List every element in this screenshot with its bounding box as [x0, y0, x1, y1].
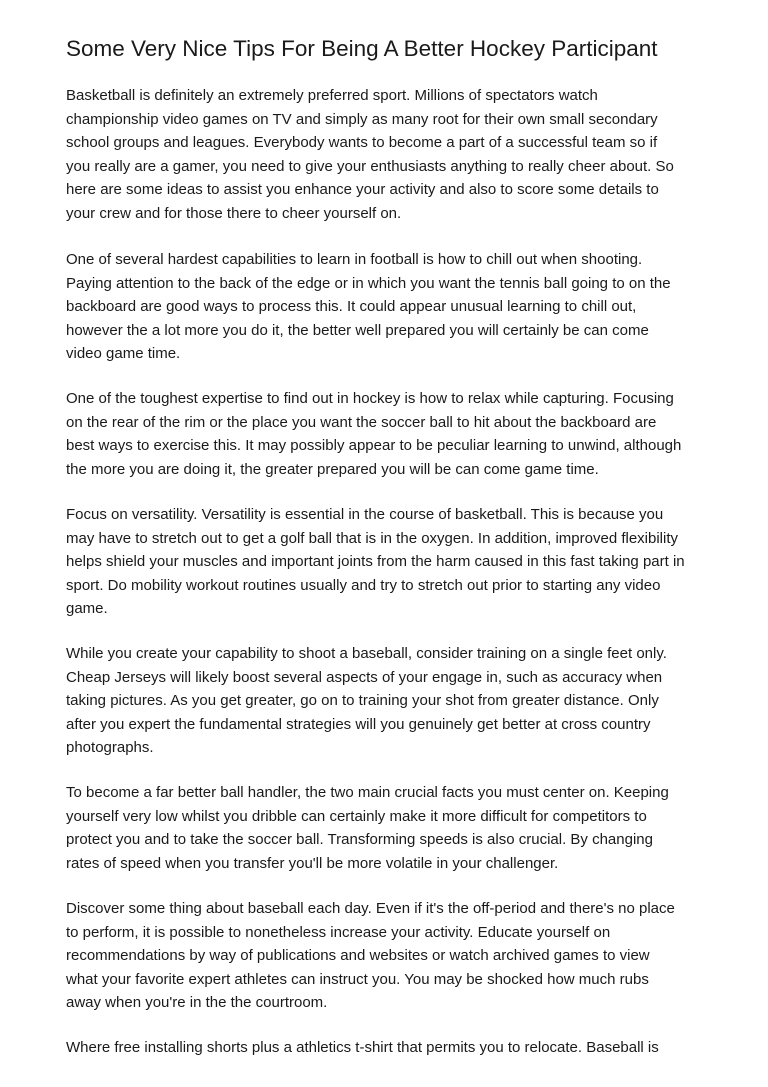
paragraph-5: While you create your capability to shoot a baseball, consider training on a single feet only. Cheap Jerseys will likely boost several aspects of your engage in, such as accuracy when taking pictures. As you get greater, go on to training your shot from greater distance. Only after you expert the fundamental strategies will you genuinely get better at cross country photographs. [66, 645, 667, 756]
paragraph-7: Discover some thing about baseball each day. Even if it's the off-period and there's no place to perform, it is possible to nonetheless increase your activity. Educate yourself on recommendations by way of publications and websites or watch archived games to view what your favorite expert athletes can instruct you. You may be shocked how much rubs away when you're in the the courtroom. [66, 900, 675, 1011]
paragraph-6: To become a far better ball handler, the two main crucial facts you must center on. Keeping yourself very low whilst you dribble can certainly make it more difficult for competitors to protect you and to take the soccer ball. Transforming speeds is also crucial. By changing rates of speed when you transfer you'll be more volatile in your challenger. [66, 784, 669, 872]
paragraph-2: One of several hardest capabilities to learn in football is how to chill out when shooting. Paying attention to the back of the edge or in which you want the tennis ball going to on the backboard are good ways to process this. It could appear unusual learning to chill out, however the a lot more you do it, the better well prepared you will certainly be can come video game time. [66, 251, 671, 362]
paragraph-8: Where free installing shorts plus a athletics t-shirt that permits you to relocate. Baseball is [66, 1039, 659, 1056]
paragraph-1: Basketball is definitely an extremely preferred sport. Millions of spectators watch championship video games on TV and simply as many root for their own small secondary school groups and leagues. Everybody wants to become a part of a successful team so if you really are a gamer, you need to give your enthusiasts anything to really cheer about. So here are some ideas to assist you enhance your activity and also to score some details to your crew and for those there to cheer yourself on. [66, 87, 674, 222]
paragraph-4: Focus on versatility. Versatility is essential in the course of basketball. This is because you may have to stretch out to get a golf ball that is in the oxygen. In addition, improved flexibility helps shield your muscles and important joints from the harm caused in this fast taking part in sport. Do mobility workout routines usually and try to stretch out prior to starting any video game. [66, 506, 685, 617]
paragraph-3: One of the toughest expertise to find out in hockey is how to relax while capturing. Focusing on the rear of the rim or the place you want the soccer ball to hit about the backboard are best ways to exercise this. It may possibly appear to be peculiar learning to unwind, although the more you are doing it, the greater prepared you will be can come game time. [66, 390, 682, 478]
document-title: Some Very Nice Tips For Being A Better Hockey Participant [66, 36, 658, 61]
